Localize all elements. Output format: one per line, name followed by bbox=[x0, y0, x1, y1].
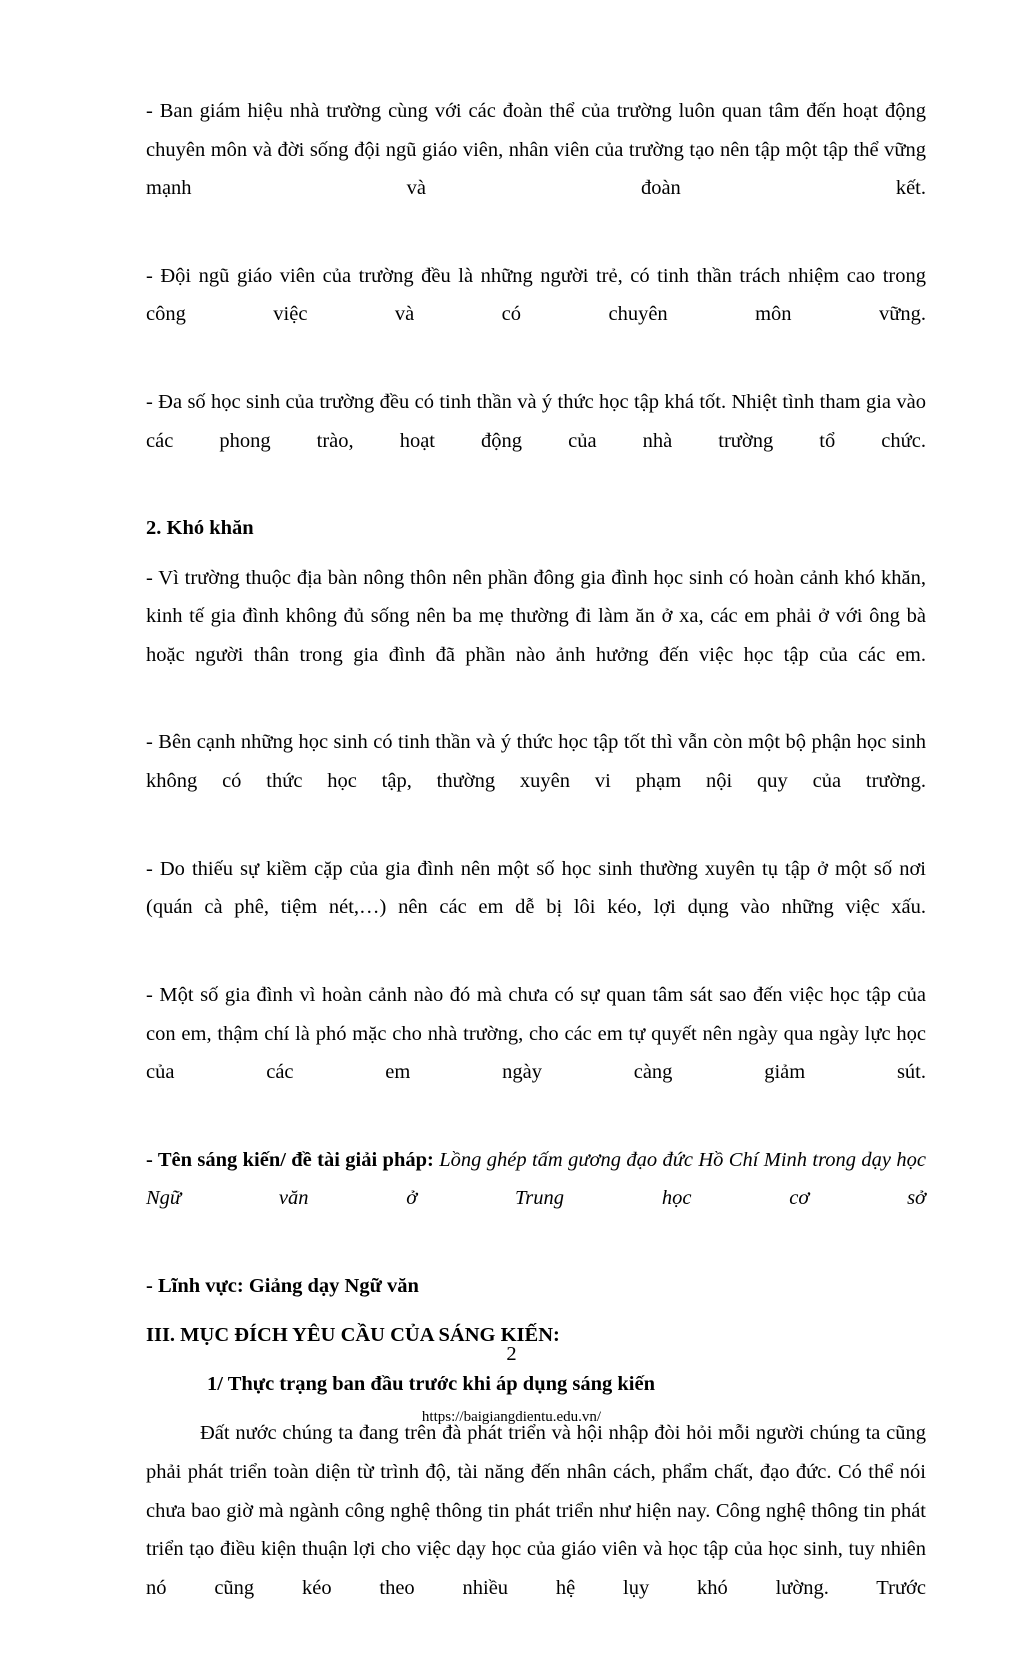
paragraph-hoc-sinh: - Đa số học sinh của trường đều có tinh thần và ý thức học tập khá tốt. Nhiệt tình tham gia vào các phong trào, hoạt động của nhà trường tổ chức. bbox=[146, 391, 926, 452]
heading-muc-dich-yeu-cau: III. MỤC ĐÍCH YÊU CẦU CỦA SÁNG KIẾN: bbox=[146, 1324, 560, 1347]
heading-thuc-trang: 1/ Thực trạng ban đầu trước khi áp dụng sáng kiến bbox=[207, 1373, 655, 1396]
page-number: 2 bbox=[506, 1343, 517, 1365]
linh-vuc: - Lĩnh vực: Giảng dạy Ngữ văn bbox=[146, 1275, 419, 1298]
paragraph-ban-giam-hieu: - Ban giám hiệu nhà trường cùng với các đoàn thể của trường luôn quan tâm đến hoạt động chuyên môn và đời sống đội ngũ giáo viên, nhân viên của trường tạo nên tập một tập thể vững mạnh và đoàn kết. bbox=[146, 100, 926, 200]
paragraph-bo-phan-hoc-sinh: - Bên cạnh những học sinh có tinh thần và ý thức học tập tốt thì vẫn còn một bộ phận học sinh không có thức học tập, thường xuyên vi phạm nội quy của trường. bbox=[146, 731, 926, 792]
ten-sang-kien-value: Lồng ghép tấm gương đạo đức Hồ Chí Minh trong dạy học Ngữ văn ở Trung học cơ sở bbox=[146, 1148, 926, 1210]
heading-kho-khan: 2. Khó khăn bbox=[146, 517, 254, 540]
paragraph-ten-sang-kien bbox=[146, 1141, 926, 1257]
paragraph-doi-ngu-giao-vien: - Đội ngũ giáo viên của trường đều là những người trẻ, có tinh thần trách nhiệm cao trong công việc và có chuyên môn vững. bbox=[146, 264, 926, 326]
ten-sang-kien-label: - Tên sáng kiến/ đề tài giải pháp: bbox=[146, 1148, 434, 1171]
paragraph-gia-dinh: - Một số gia đình vì hoàn cảnh nào đó mà chưa có sự quan tâm sát sao đến việc học tập của con em, thậm chí là phó mặc cho nhà trường, cho các em tự quyết nên ngày qua ngày lực học của các em ngày càng giảm sút. bbox=[146, 983, 926, 1084]
paragraph-dat-nuoc: Đất nước chúng ta đang trên đà phát triển và hội nhập đòi hỏi mỗi người chúng ta cũng phải phát triển toàn diện từ trình độ, tài năng đến nhân cách, phẩm chất, đạo đức. Có thể nói chưa bao giờ mà ngành công nghệ thông tin phát triển như hiện nay. Công nghệ thông tin phát triển tạo điều kiện thuận lợi cho việc dạy học của giáo viên và học tập của học sinh, tuy nhiên nó cũng kéo theo nhiều hệ lụy khó lường. Trước bbox=[146, 1422, 926, 1599]
paragraph-dia-ban-nong-thon: - Vì trường thuộc địa bàn nông thôn nên phần đông gia đình học sinh có hoàn cảnh khó khăn, kinh tế gia đình không đủ sống nên ba mẹ thường đi làm ăn ở xa, các em phải ở với ông bà hoặc người thân trong gia đình đã phần nào ảnh hưởng đến việc học tập của các em. bbox=[146, 566, 926, 666]
paragraph-kiem-cap: - Do thiếu sự kiềm cặp của gia đình nên một số học sinh thường xuyên tụ tập ở một số nơi (quán cà phê, tiệm nét,…) nên các em dễ bị lôi kéo, lợi dụng vào những việc xấu. bbox=[146, 857, 926, 919]
footer-url: https://baigiangdientu.edu.vn/ bbox=[421, 1409, 602, 1425]
